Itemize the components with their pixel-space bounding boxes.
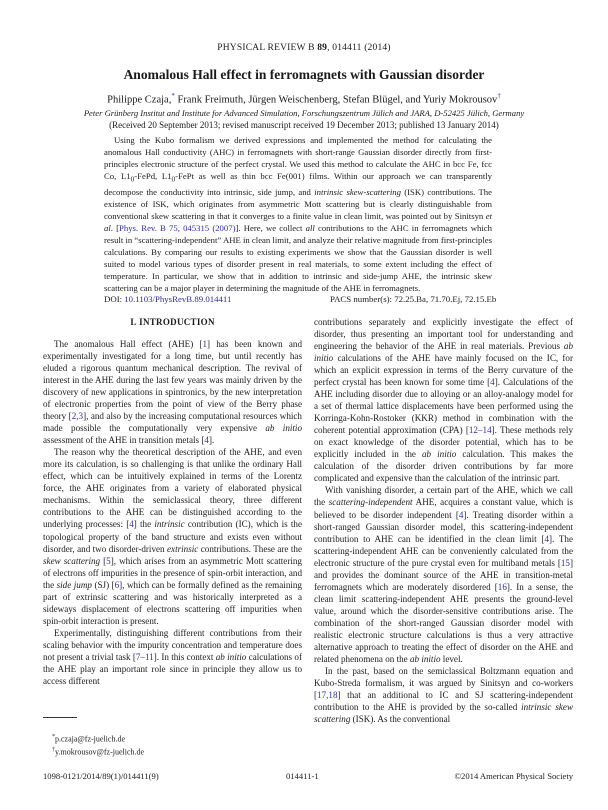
text: ]. In this context	[153, 651, 216, 662]
ref-link[interactable]: 6	[114, 579, 120, 590]
abstract-text: ]. Here, we collect	[235, 223, 306, 234]
abstract-italic: all	[305, 223, 315, 234]
page-number: 014411-1	[286, 771, 319, 781]
paragraph	[43, 627, 302, 687]
italic-text: scattering-independent	[328, 497, 413, 508]
article-number: 014411 (2014)	[332, 43, 391, 53]
abstract-text: contributions to the AHC in ferromagnets which result in “scattering-independent” AHE in clean limit, and analyze their relative magnitude from first-principles calculations. By comparing our results to existing experiments we show that the Gaussian disorder is well suited to model various types of disorder present in real materials, to some extent including the effect of temperature. In particular, we show that in addition to intrinsic and side-jump AHE, the intrinsic skew scattering can be a major player in determining the magnitude of the AHE in ferromagnets.	[104, 223, 492, 294]
ref-link[interactable]: 15	[560, 557, 570, 568]
ref-link[interactable]: 4	[458, 509, 464, 520]
abstract-text: . [	[110, 223, 120, 234]
text: In the past, based on the semiclassical Boltzmann equation and Kubo-Streda formalism, it was argued by Sinitsyn and co-workers [	[314, 665, 573, 700]
footnote-mokrousov	[52, 745, 144, 758]
paragraph	[43, 338, 302, 446]
text: With vanishing disorder, a certain part of the AHE, which we call the	[314, 485, 573, 508]
abstract-text: Using the Kubo formalism we derived expressions and implemented the method for calculating the anomalous Hall conductivity (AHC) in ferromagnets with short-range Gaussian disorder directly from first-principles electronic structure of the perfect crystal. We used this method to calculate the AHC in bcc Fe, fcc Co, L1	[104, 135, 492, 182]
italic-text: intrinsic	[154, 519, 185, 530]
doi-pacs-row	[104, 294, 497, 304]
abstract-italic: intrinsic skew-scattering	[314, 186, 401, 197]
section-heading: I. INTRODUCTION	[130, 317, 215, 327]
footnote-czaja	[52, 732, 144, 745]
ref-link[interactable]: 7–11	[135, 651, 154, 662]
footnote-mark: *	[52, 734, 55, 740]
text: ]. Treating disorder within a short-ranged Gaussian disorder model, this scattering-independent contribution to AHE can be identified in the clean limit [	[314, 509, 573, 544]
text: ] that an additional to IC and SJ scattering-independent contribution to the AHE is provided by the so-called	[314, 689, 573, 712]
paragraph	[43, 446, 302, 626]
email-mokrousov[interactable]: y.mokrousov@fz-juelich.de	[55, 747, 145, 757]
text: calculation. This makes the calculation of the disorder driven contributions by far more complicated and expensive than the calculation of the intrinsic part.	[314, 449, 574, 484]
text: ]. These methods rely on exact knowledge of the disorder potential, which has to be explicitly included in the	[314, 425, 573, 460]
author-list	[0, 92, 608, 106]
text: ].	[208, 435, 215, 446]
doi-label: DOI:	[104, 294, 125, 304]
text: ], which can be formally defined as the remaining part of extrinsic scattering and was historically interpreted as a sideways displacement of electrons scattering off impurities when spin-orbit interaction is present.	[43, 579, 302, 626]
text: (ISK). As the conventional	[350, 714, 451, 725]
paragraph	[314, 484, 573, 664]
ref-link[interactable]: 5	[106, 555, 111, 566]
text: ] the	[133, 519, 155, 530]
left-column	[43, 316, 302, 687]
ref-link[interactable]: 4	[204, 435, 209, 446]
other-authors: Frank Freimuth, Jürgen Weischenberg, Stefan Blügel, and Yuriy Mokrousov	[174, 94, 498, 106]
text: contributions. These are the	[198, 543, 302, 554]
ref-link[interactable]: 12–14	[468, 425, 492, 436]
doi-link[interactable]: 10.1103/PhysRevB.89.014411	[124, 294, 232, 304]
ref-link[interactable]: 1	[202, 339, 208, 349]
ref-link[interactable]: 4	[129, 519, 134, 530]
abstract	[104, 134, 492, 294]
abstract-text: (ISK) contributions. The existence of ISK, which originates from asymmetric Mott scattering but is clearly distinguishable from conventional skew scattering in that it converges to a finite value in clean limit, was pointed out by Sinitsyn	[104, 186, 492, 222]
footnotes	[52, 732, 144, 757]
text: AHE, acquires a constant value, which is believed to be disorder independent [	[314, 497, 573, 520]
journal-volume: 89	[317, 43, 328, 53]
text: (SJ) [	[91, 579, 115, 590]
italic-text: ab initio	[265, 423, 302, 434]
italic-text: extrinsic	[167, 543, 199, 554]
author-czaja: Philippe Czaja,	[107, 94, 172, 106]
italic-text: intrinsic skew scattering	[314, 702, 574, 725]
journal-header: PHYSICAL REVIEW B 89, 014411 (2014)	[217, 43, 391, 53]
text: calculations of the AHE have mainly focused on the IC, for which an explicit expression in terms of the Berry curvature of the perfect crystal has been known for some time [	[314, 353, 573, 388]
text: contribution (IC), which is the topological property of the band structure and exists even without disorder, and two disorder-driven	[43, 519, 302, 554]
subscript: 0	[130, 175, 135, 184]
text: ]. Calculations of the AHE including disorder due to alloying or an alloy-analogy model for a set of thermal lattice displacements have been performed using the Korringa-Kohn-Rostoker (KKR) method in combination with the coherent potential approximation (CPA) [	[314, 377, 573, 436]
ref-link[interactable]: 4	[544, 533, 549, 544]
text: ]. The scattering-independent AHE can be conveniently calculated from the electronic structure of the pure crystal even for multiband metals [	[314, 533, 573, 568]
footnote-divider	[43, 717, 77, 718]
paragraph	[314, 665, 573, 725]
text: calculations of the AHE play an important role since in principle they allow us to access different	[43, 651, 302, 686]
subscript: 0	[171, 175, 176, 184]
footnote-mark-star[interactable]: *	[171, 92, 175, 100]
right-column	[314, 316, 573, 725]
paragraph	[314, 316, 573, 484]
ref-link[interactable]: 2,3	[71, 411, 84, 422]
footnote-mark-dagger[interactable]: †	[497, 92, 501, 100]
text: ] and provides the dominant source of the AHE in transition-metal ferromagnets which are moderately disordered [	[314, 557, 573, 592]
abstract-text: -FePt as well as thin bcc Fe(001) films. Within our approach we can transparently decompose the conductivity into intrinsic, side jump, and	[104, 171, 493, 197]
abstract-text: -FePd, L1	[134, 171, 172, 182]
text: The anomalous Hall effect (AHE) [	[54, 339, 203, 349]
pacs-numbers: PACS number(s): 72.25.Ba, 71.70.Ej, 72.15.Eb	[330, 294, 497, 304]
footnote-mark: †	[52, 746, 55, 753]
text: ]. In a sense, the clean limit scattering-independent AHE presents the ground-level value, around which the disorder-sensitive contributions arise. The combination of the short-ranged Gaussian disorder model with realistic electronic structure calculations is thus a very attractive alternative approach to treating the effect of disorder on the AHE and related phenomena on the	[314, 581, 573, 664]
text: contributions separately and explicitly investigate the effect of disorder, thus presenting an important tool for understanding and engineering the behavior of the AHE in real materials. Previous	[314, 317, 573, 352]
ref-link[interactable]: 17,18	[317, 689, 338, 700]
text: Experimentally, distinguishing different contributions from their scaling behavior with the impurity concentration and temperature does not present a trivial task [	[43, 627, 302, 662]
citation-link-sinitsyn[interactable]: Phys. Rev. B 75, 045315 (2007)	[119, 223, 236, 234]
text: level.	[440, 653, 463, 664]
text: ], which arises from an asymmetric Mott scattering of electrons off impurities in the presence of spin-orbit interaction, and the	[43, 555, 302, 590]
copyright: ©2014 American Physical Society	[454, 771, 573, 781]
page-footer	[43, 771, 573, 781]
text: assessment of the AHE in transition metals [	[43, 435, 205, 446]
text: The reason why the theoretical description of the AHE, and even more its calculation, is so challenging is that unlike the ordinary Hall effect, which can be intuitively explained in terms of the Lorentz force, the AHE originates from a variety of elaborated physical mechanisms. Within the semiclassical theory, three different contributions to the AHE can be distinguished according to the underlying processes: [	[43, 447, 302, 530]
text: ], and also by the increasing computational resources which made possible the computationally very expensive	[43, 411, 302, 434]
issn-code: 1098-0121/2014/89(1)/014411(9)	[43, 771, 159, 781]
journal-name: PHYSICAL REVIEW B	[217, 43, 315, 53]
affiliation: Peter Grünberg Institut and Institute for Advanced Simulation, Forschungszentrum Jülich and JARA, D-52425 Jülich, Germany	[83, 108, 525, 118]
ref-link[interactable]: 4	[490, 377, 495, 388]
paper-title: Anomalous Hall effect in ferromagnets with Gaussian disorder	[123, 67, 485, 82]
italic-text: ab initio	[314, 341, 573, 364]
ref-link[interactable]: 16	[497, 581, 507, 592]
abstract-italic: et al	[104, 211, 492, 234]
text: [	[100, 555, 107, 566]
italic-text: side jump	[56, 579, 92, 590]
italic-text: ab initio	[422, 449, 457, 460]
received-dates: (Received 20 September 2013; revised manuscript received 19 December 2013; published 13 January 2014)	[109, 120, 499, 130]
italic-text: ab initio	[215, 651, 247, 662]
italic-text: skew scattering	[43, 555, 101, 566]
email-czaja[interactable]: p.czaja@fz-juelich.de	[55, 734, 125, 744]
text: ] has been known and experimentally investigated for a long time, but until recently has eluded a rigorous quantum mechanical description. The revival of interest in the AHE during the last few years was mainly driven by the discovery of new applications in spintronics, by the new interpretation of electronic properties from the point of view of the Berry phase theory [	[43, 339, 302, 422]
italic-text: ab initio	[409, 653, 441, 664]
